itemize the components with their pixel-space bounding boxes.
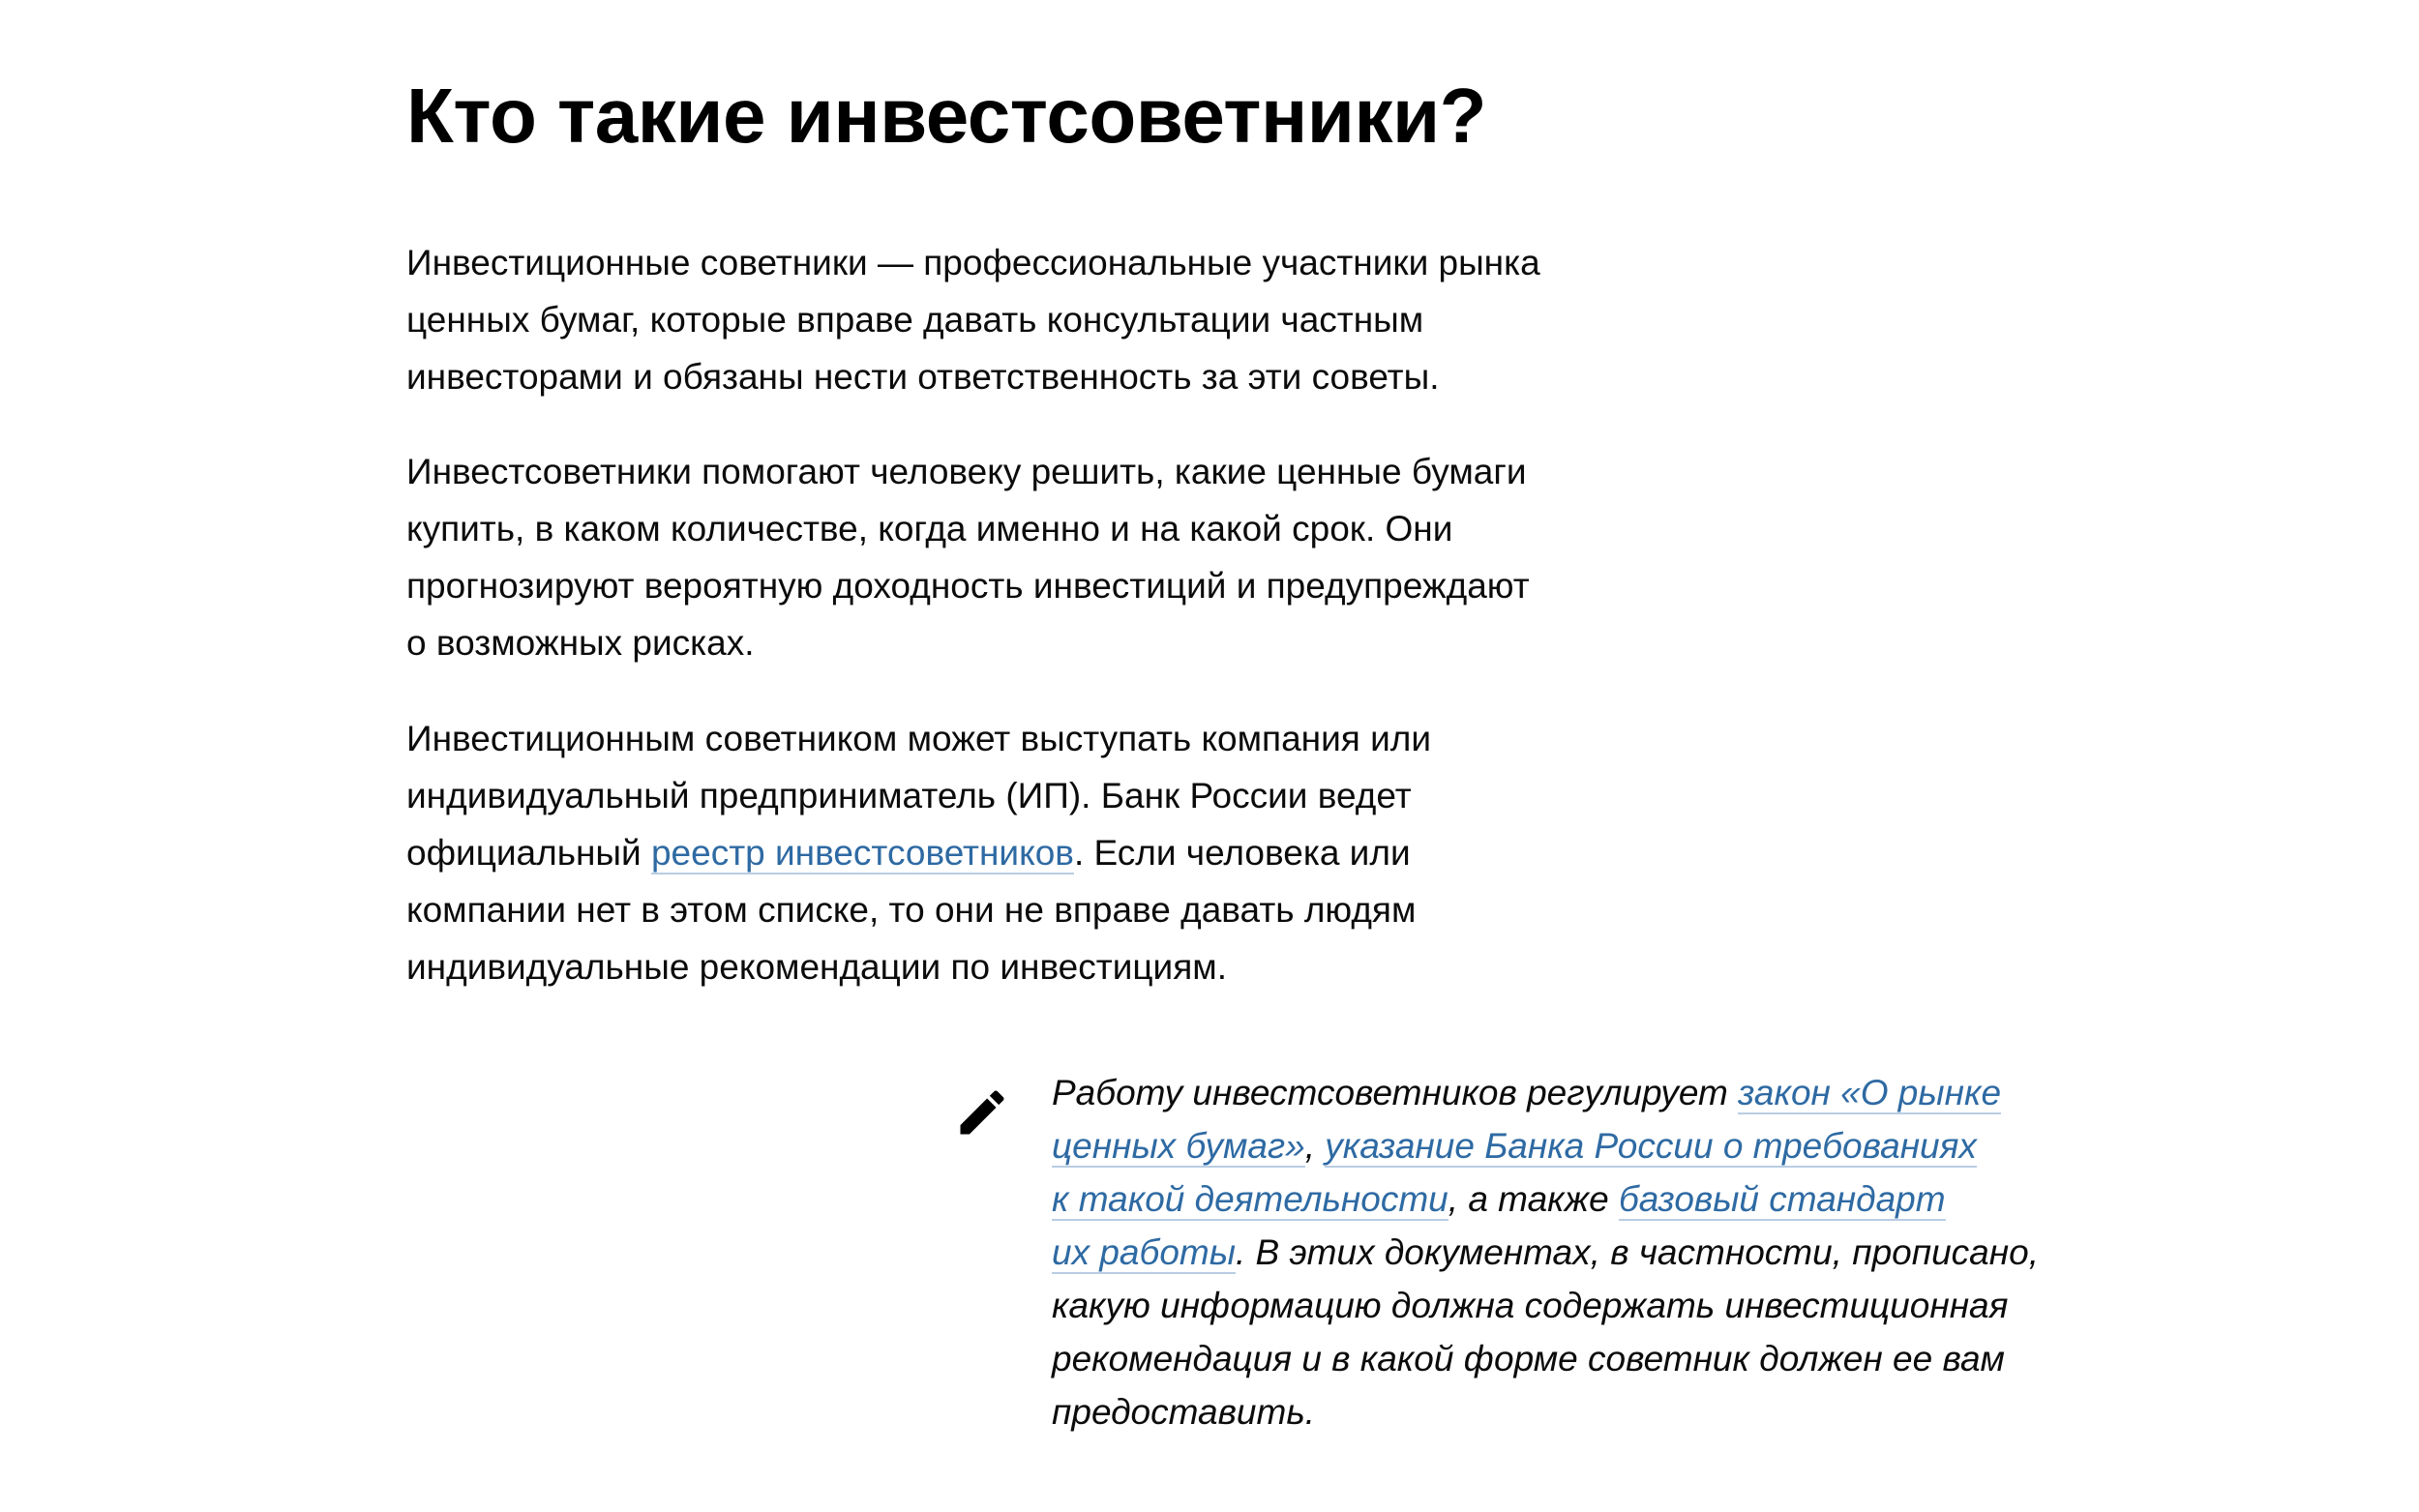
text-line: какую информацию должна содержать инвестиционная xyxy=(1052,1286,2009,1325)
page-title: Кто такие инвестсоветники? xyxy=(406,73,1487,159)
text-line: Инвестиционные советники — профессиональные участники рынка xyxy=(406,243,1540,282)
text-fragment: . В этих документах, в частности, прописано, xyxy=(1235,1232,2039,1272)
text-line: инвесторами и обязаны нести ответственность за эти советы. xyxy=(406,357,1440,397)
text-line: рекомендация и в какой форме советник должен ее вам xyxy=(1052,1339,2005,1379)
text-line xyxy=(1052,1226,2116,1279)
text-line xyxy=(1052,1066,2116,1119)
text-line xyxy=(406,824,1664,881)
text-fragment: официальный xyxy=(406,833,651,873)
text-line: о возможных рисках. xyxy=(406,623,755,663)
text-fragment: . Если человека или xyxy=(1073,833,1411,873)
directive-link[interactable]: к такой деятельности xyxy=(1052,1179,1448,1219)
text-fragment: , xyxy=(1304,1126,1326,1166)
text-fragment: , а также xyxy=(1448,1179,1619,1219)
text-fragment: Работу инвестсоветников регулирует xyxy=(1052,1073,1739,1112)
text-line: купить, в каком количестве, когда именно и на какой срок. Они xyxy=(406,509,1453,548)
text-line xyxy=(1052,1172,2116,1226)
note-text xyxy=(1052,1066,2116,1438)
registry-link[interactable]: реестр инвестсоветников xyxy=(650,833,1074,873)
text-line: компании нет в этом списке, то они не вправе давать людям xyxy=(406,890,1417,930)
text-line: прогнозируют вероятную доходность инвестиций и предупреждают xyxy=(406,566,1530,606)
paragraph-registry xyxy=(406,710,1664,995)
text-line: Инвестиционным советником может выступать компания или xyxy=(406,719,1432,758)
directive-link[interactable]: указание Банка России о требованиях xyxy=(1325,1126,1977,1166)
law-link[interactable]: закон «О рынке xyxy=(1738,1073,2002,1112)
text-line xyxy=(1052,1119,2116,1172)
law-link[interactable]: ценных бумаг» xyxy=(1052,1126,1305,1166)
text-line: Инвестсоветники помогают человеку решить, какие ценные бумаги xyxy=(406,452,1527,491)
paragraph-definition xyxy=(406,234,1664,405)
pencil-icon xyxy=(953,1083,1011,1141)
paragraph-role xyxy=(406,443,1664,671)
standard-link[interactable]: их работы xyxy=(1052,1232,1236,1272)
standard-link[interactable]: базовый стандарт xyxy=(1618,1179,1946,1219)
text-line: индивидуальный предприниматель (ИП). Банк России ведет xyxy=(406,776,1412,815)
text-line: ценных бумаг, которые вправе давать консультации частным xyxy=(406,300,1424,340)
text-line: предоставить. xyxy=(1052,1392,1316,1432)
text-line: индивидуальные рекомендации по инвестициям. xyxy=(406,947,1227,987)
